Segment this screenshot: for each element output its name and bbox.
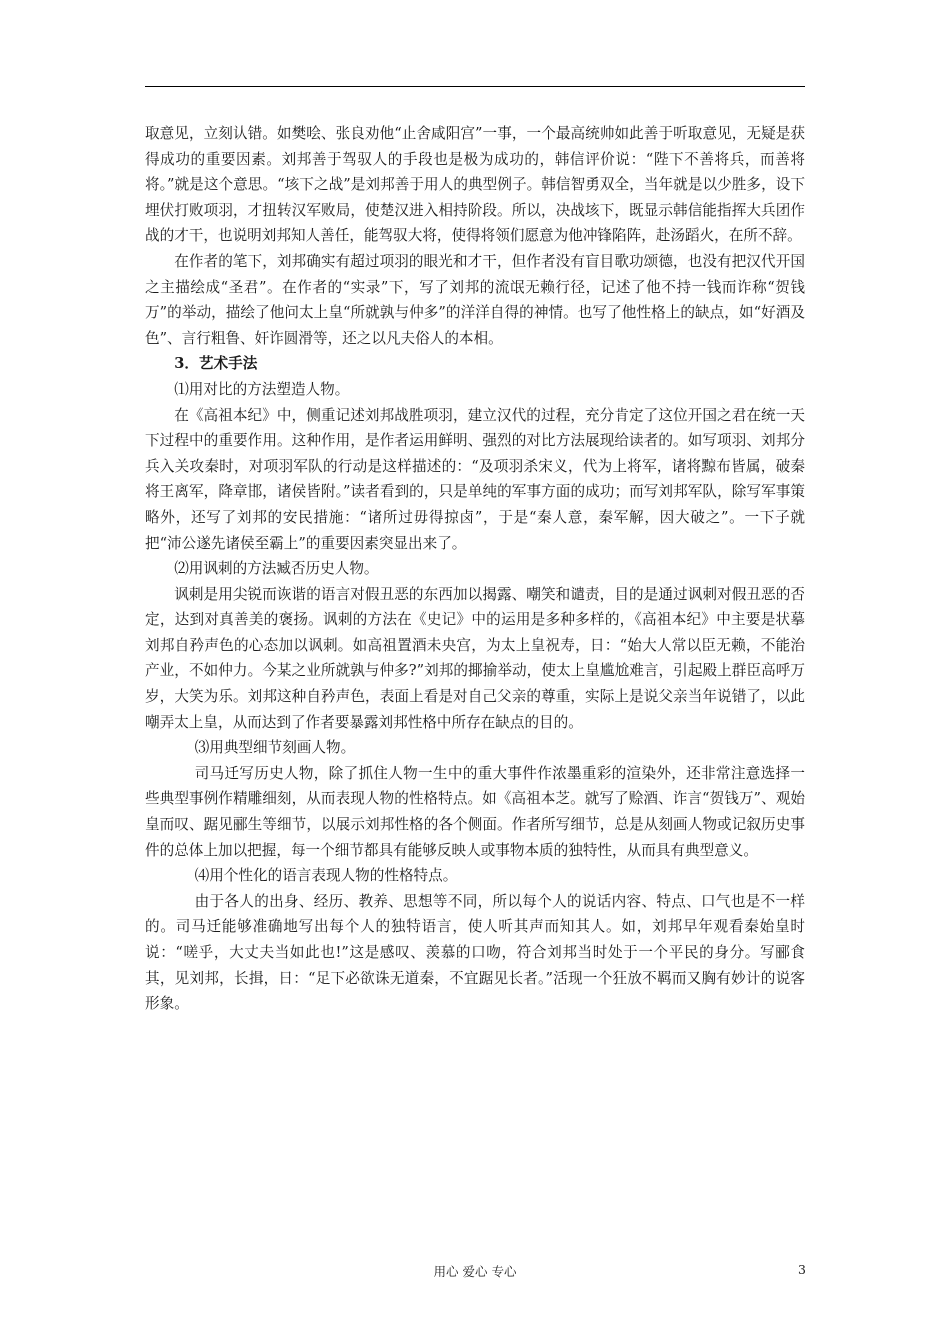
section-heading: 3．艺术手法	[174, 355, 258, 373]
paragraph: 取意见，立刻认错。如樊哙、张良劝他“止舍咸阳宫”一事，一个最高统帅如此善于听取意见，无疑是获得成功的重要因素。刘邦善于驾驭人的手段也是极为成功的，韩信评价说：“陛下不善将兵，而善将将。”就是这个意思。“垓下之战”是刘邦善于用人的典型例子。韩信智勇双全，当年就是以少胜多，设下埋伏打败项羽，才扭转汉军败局，使楚汉进入相持阶段。所以，决战垓下，既显示韩信能指挥大兵团作战的才干，也说明刘邦知人善任，能驾驭大将，使得将领们愿意为他冲锋陷阵，赴汤蹈火，在所不辞。	[145, 125, 805, 245]
subsection-heading: ⑵用讽刺的方法臧否历史人物。	[174, 560, 379, 578]
paragraph: 在《高祖本纪》中，侧重记述刘邦战胜项羽，建立汉代的过程，充分肯定了这位开国之君在统一天下过程中的重要作用。这种作用，是作者运用鲜明、强烈的对比方法展现给读者的。如写项羽、刘邦分兵入关攻秦时，对项羽军队的行动是这样描述的：“及项羽杀宋义，代为上将军，诸将黥布皆属，破秦将王离军，降章邯，诸侯皆附。”读者看到的，只是单纯的军事方面的成功；而写刘邦军队，除写军事策略外，还写了刘邦的安民措施：“诸所过毋得掠卤”，于是“秦人意，秦军解，因大破之”。一下子就把“沛公遂先诸侯至霸上”的重要因素突显出来了。	[145, 406, 805, 552]
subsection-heading: ⑷用个性化的语言表现人物的性格特点。	[194, 867, 458, 885]
paragraph: 在作者的笔下，刘邦确实有超过项羽的眼光和才干，但作者没有盲目歌功颂德，也没有把汉代开国之主描绘成“圣君”。在作者的“实录”下，写了刘邦的流氓无赖行径，记述了他不持一钱而诈称“贺钱万”的举动，描绘了他问太上皇“所就孰与仲多”的洋洋自得的神情。也写了他性格上的缺点，如“好酒及色”、言行粗鲁、奸诈圆滑等，还之以凡夫俗人的本相。	[145, 252, 805, 347]
footer-motto: 用心 爱心 专心	[433, 1264, 517, 1279]
subsection-heading: ⑴用对比的方法塑造人物。	[174, 380, 350, 398]
paragraph: 司马迁写历史人物，除了抓住人物一生中的重大事件作浓墨重彩的渲染外，还非常注意选择一些典型事例作精雕细刻，从而表现人物的性格特点。如《高祖本芝。就写了赊酒、诈言“贺钱万”、观始皇而叹、踞见郦生等细节，以展示刘邦性格的各个侧面。作者所写细节，总是从刻画人物或记叙历史事件的总体上加以把握，每一个细节都具有能够反映人或事物本质的独特性，从而具有典型意义。	[145, 764, 805, 859]
page-number: 3	[798, 1262, 806, 1277]
subsection-heading: ⑶用典型细节刻画人物。	[194, 739, 356, 757]
paragraph: 由于各人的出身、经历、教养、思想等不同，所以每个人的说话内容、特点、口气也是不一样的。司马迁能够准确地写出每个人的独特语言，使人听其声而知其人。如，刘邦早年观看秦始皇时说：“嗟乎，大丈夫当如此也!”这是感叹、羡慕的口吻，符合刘邦当时处于一个平民的身分。写郦食其，见刘邦，长揖，日：“足下必欲诛无道秦，不宜踞见长者。”活现一个狂放不羁而又胸有妙计的说客形象。	[145, 892, 805, 1013]
document-body	[145, 121, 805, 1017]
paragraph: 讽刺是用尖锐而诙谐的语言对假丑恶的东西加以揭露、嘲笑和谴责，目的是通过讽刺对假丑恶的否定，达到对真善美的褒扬。讽刺的方法在《史记》中的运用是多种多样的，《高祖本纪》中主要是状摹刘邦自矜声色的心态加以讽刺。如高祖置酒未央宫，为太上皇祝寿，日：“始大人常以臣无赖，不能治产业，不如仲力。今某之业所就孰与仲多?”刘邦的揶揄举动，使太上皇尴尬难言，引起殿上群臣高呼万岁，大笑为乐。刘邦这种自矜声色，表面上看是对自己父亲的尊重，实际上是说父亲当年说错了，以此嘲弄太上皇，从而达到了作者要暴露刘邦性格中所存在缺点的目的。	[145, 585, 805, 731]
header-rule	[145, 86, 805, 87]
